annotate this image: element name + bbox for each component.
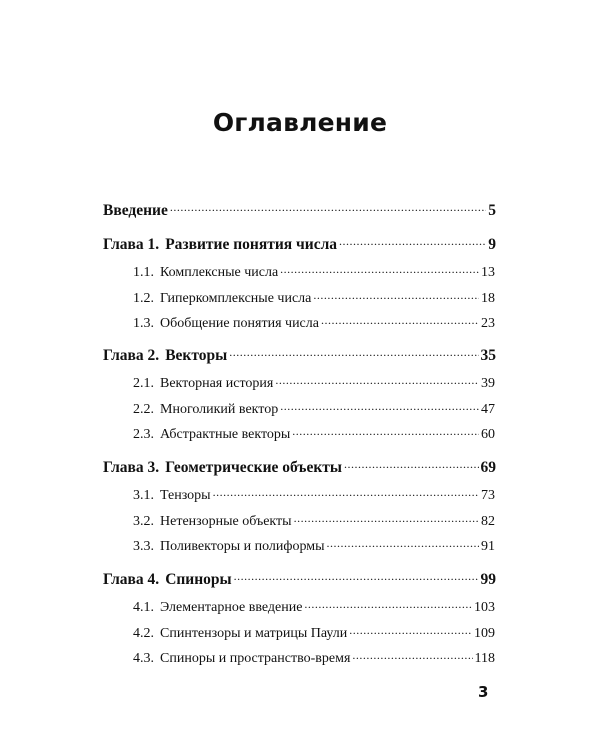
toc-entry-chapter-2[interactable] <box>103 346 496 366</box>
toc-entry-label: Многоликий вектор <box>160 402 279 417</box>
toc-entry-section-4-1[interactable] <box>133 598 495 618</box>
toc-entry-number: 1.1. <box>133 265 154 280</box>
toc-entry-number: 4.2. <box>133 626 154 641</box>
toc-entry-number: 4.1. <box>133 600 154 615</box>
dot-leader <box>304 598 472 618</box>
toc-entry-label: Элементарное введение <box>160 600 303 615</box>
toc-entry-page: 69 <box>480 459 496 476</box>
toc-entry-number: 3.2. <box>133 514 154 529</box>
toc-entry-label: Абстрактные векторы <box>160 427 291 442</box>
toc-entry-number: 3.3. <box>133 539 154 554</box>
toc-entry-page: 13 <box>481 265 495 280</box>
toc-entry-section-1-3[interactable] <box>133 314 495 334</box>
toc-entry-page: 9 <box>488 236 496 253</box>
dot-leader <box>170 201 486 221</box>
dot-leader <box>344 458 479 478</box>
toc-entry-label: Тензоры <box>160 488 211 503</box>
toc-entry-number: Глава 3. <box>103 459 160 476</box>
toc-entry-label: Спиноры и пространство-время <box>160 651 351 666</box>
dot-leader <box>229 346 478 366</box>
toc-entry-label: Обобщение понятия числа <box>160 316 319 331</box>
dot-leader <box>327 537 479 557</box>
toc-entry-label: Векторная история <box>160 376 274 391</box>
dot-leader <box>275 374 479 394</box>
toc-entry-page: 5 <box>488 202 496 219</box>
toc-entry-number: Глава 4. <box>103 571 160 588</box>
toc-entry-label: Геометрические объекты <box>165 459 342 476</box>
toc-entry-section-4-2[interactable] <box>133 624 495 644</box>
toc-entry-number: 1.3. <box>133 316 154 331</box>
toc-entry-number: 3.1. <box>133 488 154 503</box>
dot-leader <box>292 425 479 445</box>
toc-entry-page: 39 <box>481 376 495 391</box>
toc-entry-page: 18 <box>481 291 495 306</box>
toc-entry-label: Нетензорные объекты <box>160 514 292 529</box>
dot-leader <box>213 486 479 506</box>
toc-entry-section-3-2[interactable] <box>133 512 495 532</box>
toc-entry-page: 91 <box>481 539 495 554</box>
toc-entry-section-2-3[interactable] <box>133 425 495 445</box>
toc-entry-label: Спиноры <box>165 571 232 588</box>
toc-entry-label: Поливекторы и полиформы <box>160 539 325 554</box>
page-number: 3 <box>478 683 489 701</box>
toc-entry-number: 4.3. <box>133 651 154 666</box>
toc-entry-page: 118 <box>474 651 495 666</box>
toc-entry-number: Глава 2. <box>103 347 160 364</box>
toc-entry-section-1-1[interactable] <box>133 263 495 283</box>
dot-leader <box>280 400 479 420</box>
toc-entry-section-2-1[interactable] <box>133 374 495 394</box>
toc-entry-label: Введение <box>103 202 168 219</box>
toc-entry-label: Спинтензоры и матрицы Паули <box>160 626 348 641</box>
dot-leader <box>321 314 479 334</box>
dot-leader <box>349 624 472 644</box>
dot-leader <box>352 649 472 669</box>
toc-entry-section-3-1[interactable] <box>133 486 495 506</box>
toc-entry-label: Развитие понятия числа <box>165 236 338 253</box>
toc-entry-page: 103 <box>474 600 495 615</box>
toc-entry-label: Комплексные числа <box>160 265 279 280</box>
toc-entry-number: Глава 1. <box>103 236 160 253</box>
toc-entry-label: Гиперкомплексные числа <box>160 291 312 306</box>
toc-entry-page: 109 <box>474 626 495 641</box>
toc-entry-page: 35 <box>480 347 496 364</box>
toc-entry-page: 82 <box>481 514 495 529</box>
toc-entry-label: Векторы <box>165 347 228 364</box>
toc-entry-page: 73 <box>481 488 495 503</box>
toc-entry-number: 2.3. <box>133 427 154 442</box>
toc-entry-chapter-4[interactable] <box>103 570 496 590</box>
toc-entry-page: 47 <box>481 402 495 417</box>
dot-leader <box>339 235 486 255</box>
toc-entry-introduction[interactable] <box>103 201 496 221</box>
toc-entry-section-1-2[interactable] <box>133 289 495 309</box>
dot-leader <box>234 570 479 590</box>
dot-leader <box>313 289 479 309</box>
toc-entry-number: 2.1. <box>133 376 154 391</box>
toc-entry-number: 2.2. <box>133 402 154 417</box>
dot-leader <box>294 512 479 532</box>
toc-entry-chapter-3[interactable] <box>103 458 496 478</box>
dot-leader <box>280 263 479 283</box>
toc-entry-section-4-3[interactable] <box>133 649 495 669</box>
toc-entry-page: 23 <box>481 316 495 331</box>
page-title: Оглавление <box>212 108 388 137</box>
toc-entry-number: 1.2. <box>133 291 154 306</box>
toc-entry-chapter-1[interactable] <box>103 235 496 255</box>
toc-entry-page: 60 <box>481 427 495 442</box>
toc-entry-section-2-2[interactable] <box>133 400 495 420</box>
toc-entry-page: 99 <box>480 571 496 588</box>
toc-entry-section-3-3[interactable] <box>133 537 495 557</box>
